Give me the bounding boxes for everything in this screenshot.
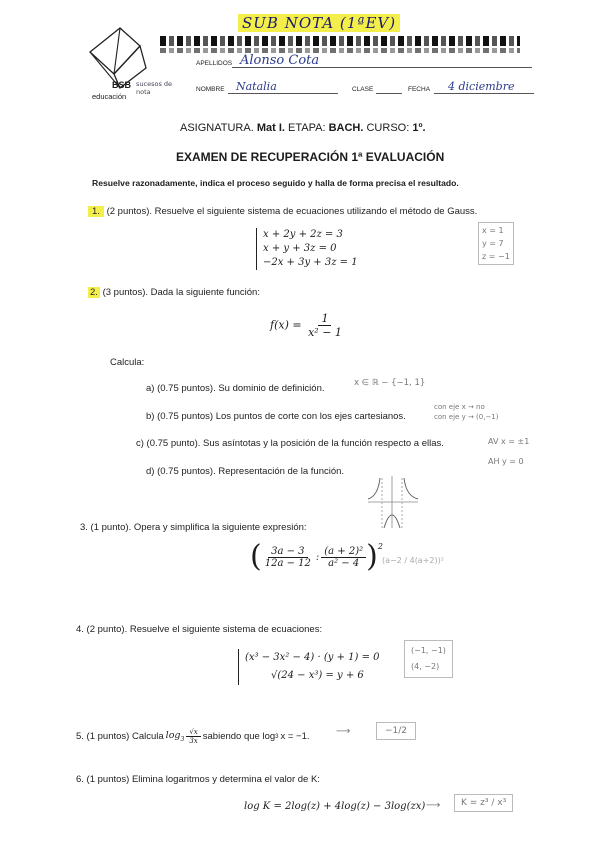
q2-answer-c <box>488 432 529 472</box>
exam-instructions: Resuelve razonadamente, indica el proceso seguido y halla de forma precisa el resultado. <box>92 178 459 188</box>
q5-answer: −1/2 <box>376 722 416 740</box>
q1-eq2: x + y + 3z = 0 <box>263 243 337 254</box>
q3-b-num: (a + 2)² <box>321 546 366 558</box>
q6-answer: K = z³ / x³ <box>454 794 513 812</box>
apellidos-label: APELLIDOS <box>196 60 233 67</box>
q2-fx: f(x) = <box>270 318 302 332</box>
q3-expression <box>250 539 383 574</box>
q2-number: 2. <box>90 287 98 298</box>
apellidos-value: Alonso Cota <box>240 53 320 68</box>
q6-equation: log K = 2log(z) + 4log(z) − 3log(zx) <box>244 801 426 812</box>
q2-answer-b2: con eje y → (0,−1) <box>434 413 499 421</box>
q5-prefix: 5. (1 puntos) Calcula <box>76 731 164 742</box>
function-sketch-icon <box>364 474 420 530</box>
stamp-text: sucesos de nota <box>136 80 173 96</box>
q2-part-b: b) (0.75 puntos) Los puntos de corte con los ejes cartesianos. <box>146 411 406 422</box>
logo-subtext: educación <box>92 92 127 101</box>
q1-answer-x: x = 1 <box>482 226 504 235</box>
question-4: 4. (2 punto). Resuelve el siguiente sistema de ecuaciones: <box>76 624 323 635</box>
q3-answer: (a−2 / 4(a+2))² <box>382 556 444 565</box>
fecha-label: FECHA <box>408 86 431 93</box>
q2-answer-b <box>434 402 499 422</box>
stage: BACH. <box>328 122 364 134</box>
q5-frac <box>186 728 200 745</box>
q2-part-c: c) (0.75 punto). Sus asíntotas y la posición de la función respecto a ellas. <box>136 438 444 449</box>
question-6: 6. (1 puntos) Elimina logaritmos y determina el valor de K: <box>76 774 320 785</box>
q4-answer-2: (4, −2) <box>411 662 440 671</box>
q1-text: (2 puntos). Resuelve el siguiente sistema de ecuaciones utilizando el método de Gauss. <box>106 206 478 217</box>
q5-arrow-icon: ⟶ <box>336 726 351 737</box>
nombre-label: NOMBRE <box>196 86 225 93</box>
q2-fraction <box>305 312 345 339</box>
clase-line <box>376 93 402 94</box>
q5-base: 3 <box>275 733 279 740</box>
q1-eq3: −2x + 3y + 3z = 1 <box>263 257 358 268</box>
q1-answer-z: z = −1 <box>482 252 510 261</box>
q2-sketch <box>364 474 420 535</box>
q3-exponent: 2 <box>377 542 383 551</box>
stage-label: ETAPA: <box>288 122 326 134</box>
q3-open-paren: ( <box>250 539 262 574</box>
question-5 <box>76 728 310 745</box>
q1-answer <box>478 222 514 265</box>
q1-answer-y: y = 7 <box>482 239 504 248</box>
q3-op: : <box>315 551 320 563</box>
q2-answer-c1: AV x = ±1 <box>488 437 530 446</box>
course-label: CURSO: <box>366 122 410 134</box>
q3-close-paren: ) <box>366 539 378 574</box>
q4-eq1: (x³ − 3x² − 4) · (y + 1) = 0 <box>245 652 380 663</box>
q3-b-den: a² − 4 <box>328 557 360 569</box>
q6-arrow-icon: ⟶ <box>426 800 441 811</box>
subject-line <box>180 122 426 134</box>
q2-part-d: d) (0.75 puntos). Representación de la función. <box>146 466 345 477</box>
q3-frac-b <box>321 546 366 569</box>
q2-calcula: Calcula: <box>110 357 145 368</box>
q3-a-den: 12a − 12 <box>264 557 311 569</box>
q5-tail: x = −1. <box>280 731 310 742</box>
q5-frac-den: 3x <box>189 737 198 745</box>
q5-suffix: sabiendo que log <box>202 731 276 742</box>
redacted-strip <box>160 36 520 46</box>
q3-a-num: 3a − 3 <box>268 546 307 558</box>
q2-text: (3 puntos). Dada la siguiente función: <box>102 287 260 298</box>
question-3: 3. (1 punto). Opera y simplifica la siguiente expresión: <box>80 522 307 533</box>
nombre-line <box>228 93 338 94</box>
q5-log-expr: $\log_3$ <box>165 730 185 743</box>
q4-eq2: √(24 − x³) = y + 6 <box>271 670 364 681</box>
exam-title: EXAMEN DE RECUPERACIÓN 1ª EVALUACIÓN <box>176 150 445 164</box>
q1-system <box>256 228 358 270</box>
q2-answer-b1: con eje x → no <box>434 403 485 411</box>
q2-function <box>270 312 345 339</box>
q4-answer-1: (−1, −1) <box>411 646 446 655</box>
q3-frac-a <box>262 546 314 569</box>
q1-eq1: x + 2y + 2z = 3 <box>263 229 343 240</box>
course: 1º. <box>412 122 426 134</box>
nombre-value: Natalia <box>236 80 277 93</box>
logo-text: BSB <box>112 80 132 90</box>
q4-system <box>238 649 379 685</box>
question-2 <box>88 287 260 298</box>
q5-frac-num: √x <box>186 728 200 737</box>
q2-answer-a: x ∈ ℝ − {−1, 1} <box>354 378 426 388</box>
q1-number: 1. <box>88 206 104 217</box>
q2-answer-c2: AH y = 0 <box>488 457 524 466</box>
grade-title: SUB NOTA (1ªEV) <box>238 14 400 32</box>
question-1 <box>88 206 477 217</box>
q4-answer <box>404 640 453 678</box>
fecha-value: 4 diciembre <box>448 80 515 93</box>
q2-den: x² − 1 <box>308 326 342 339</box>
apellidos-line <box>232 67 532 68</box>
subject: Mat I. <box>256 122 285 134</box>
clase-label: CLASE <box>352 86 374 93</box>
q2-num: 1 <box>318 312 331 326</box>
subject-prefix: ASIGNATURA. <box>180 122 254 134</box>
q2-part-a: a) (0.75 puntos). Su dominio de definición. <box>146 383 325 394</box>
redacted-strip-2 <box>160 48 520 53</box>
fecha-line <box>434 93 534 94</box>
